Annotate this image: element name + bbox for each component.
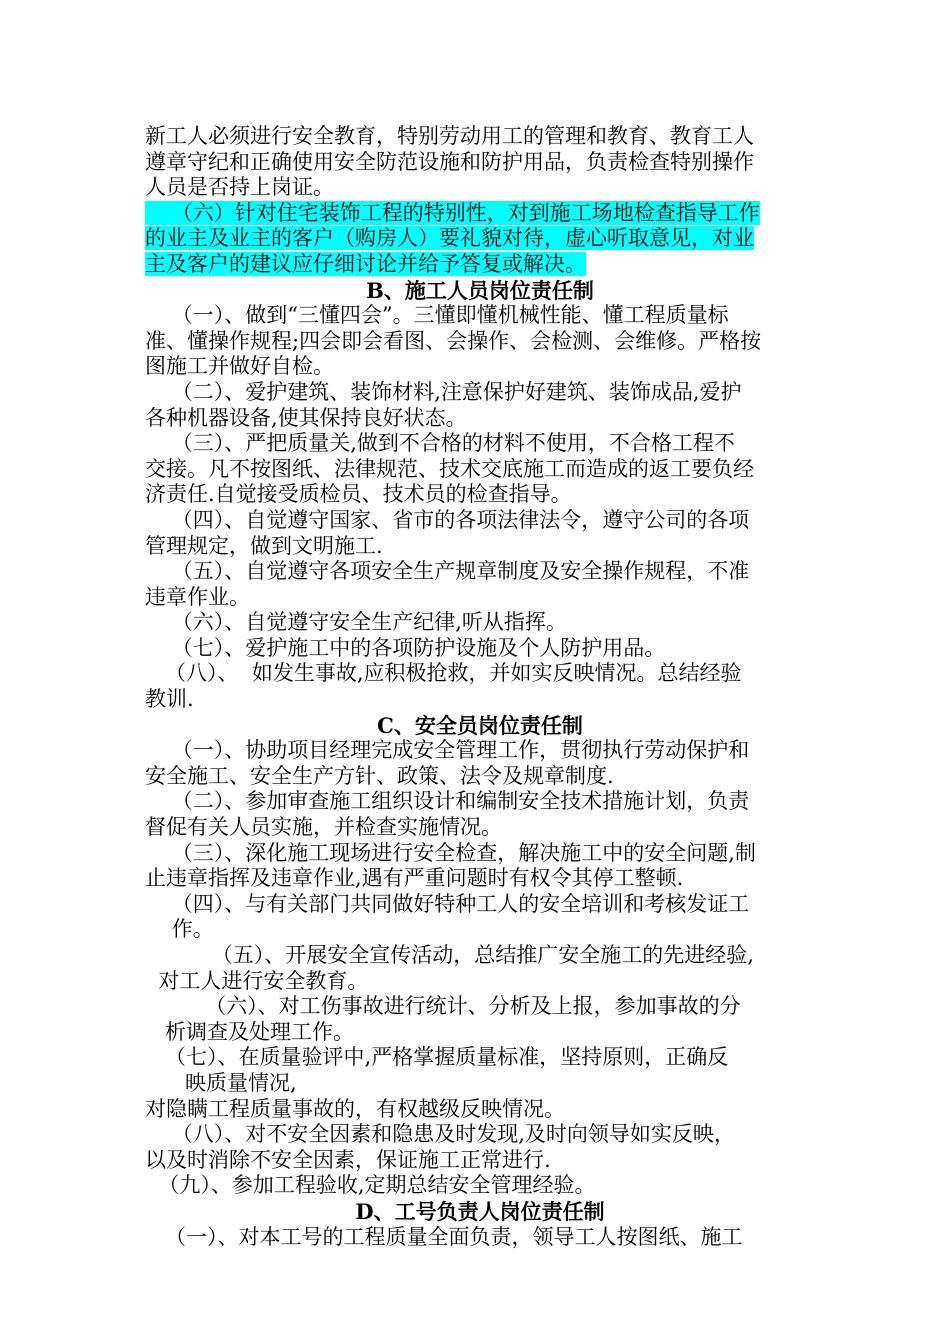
text-line: 对隐瞒工程质量事故的，有权越级反映情况。 — [145, 1096, 565, 1121]
text-line: 止违章指挥及违章作业,遇有严重问题时有权令其停工整顿. — [145, 866, 684, 891]
text-line: 违章作业。 — [145, 584, 250, 609]
text-line: （四）、自觉遵守国家、省市的各项法律法令，遵守公司的各项 — [145, 507, 750, 532]
text-line: 督促有关人员实施，并检查实施情况。 — [145, 815, 502, 840]
section-d-body — [145, 1225, 815, 1251]
text-line: （五）、开展安全宣传活动，总结推广安全施工的先进经验, — [145, 943, 754, 967]
text-line: （七）、在质量验评中,严格掌握质量标准，坚持原则，正确反 — [145, 1045, 729, 1070]
highlighted-paragraph — [145, 201, 815, 278]
text-line: （一）、做到“三懂四会”。三懂即懂机械性能、懂工程质量标 — [145, 303, 729, 328]
text-line: 对工人进行安全教育。 — [145, 968, 369, 993]
text-line: （九）、参加工程验收,定期总结安全管理经验。 — [145, 1173, 596, 1198]
section-b-heading: B、施工人员岗位责任制 — [366, 277, 594, 303]
section-d-heading: D、工号负责人岗位责任制 — [355, 1198, 605, 1224]
document-body — [145, 124, 815, 1250]
text-line: （五）、自觉遵守各项安全生产规章制度及安全操作规程，不准 — [145, 559, 750, 584]
text-line: （四）、与有关部门共同做好特种工人的安全培训和考核发证工 — [145, 891, 750, 916]
text-line: （七）、爱护施工中的各项防护设施及个人防护用品。 — [145, 635, 666, 660]
highlighted-text-line — [145, 201, 815, 227]
text-line: （一）、协助项目经理完成安全管理工作，贯彻执行劳动保护和 — [145, 738, 750, 763]
text-line: （三）、深化施工现场进行安全检查，解决施工中的安全问题,制 — [145, 840, 756, 865]
text-highlight: （六）针对住宅装饰工程的特别性，对到施工场地检查指导工作 — [145, 200, 760, 225]
section-b-body — [145, 303, 815, 713]
text-line: 人员是否持上岗证。 — [145, 175, 334, 200]
text-line: 映质量情况, — [145, 1070, 297, 1095]
highlighted-text-line — [145, 226, 815, 252]
section-c-heading: C、安全员岗位责任制 — [377, 712, 583, 738]
text-line: 析调查及处理工作。 — [145, 1019, 355, 1044]
text-line: 遵章守纪和正确使用安全防范设施和防护用品，负责检查特别操作 — [145, 149, 754, 174]
text-line: （三）、严把质量关,做到不合格的材料不使用，不合格工程不 — [145, 431, 735, 456]
text-line: （一）、对本工号的工程质量全面负责，领导工人按图纸、施工 — [145, 1224, 743, 1249]
text-line: （六）、对工伤事故进行统计、分析及上报，参加事故的分 — [145, 994, 741, 1019]
text-line: 准、懂操作规程;四会即会看图、会操作、会检测、会维修。严格按 — [145, 328, 762, 353]
highlighted-text-line — [145, 252, 815, 278]
section-c-body — [145, 738, 815, 1199]
text-line: 图施工并做好自检。 — [145, 354, 334, 379]
text-line: 作。 — [145, 917, 214, 942]
text-line: 济责任.自觉接受质检员、技术员的检查指导。 — [145, 482, 572, 507]
text-line: 以及时消除不安全因素，保证施工正常进行. — [145, 1147, 551, 1172]
text-highlight: 主及客户的建议应仔细讨论并给予答复或解决。 — [145, 251, 586, 276]
text-line: （二）、参加审查施工组织设计和编制安全技术措施计划，负责 — [145, 789, 750, 814]
text-line: （八）、对不安全因素和隐患及时发现,及时向领导如实反映， — [145, 1122, 735, 1147]
text-line: （六）、自觉遵守安全生产纪律,听从指挥。 — [145, 610, 567, 635]
text-line: 教训. — [145, 687, 194, 712]
text-highlight: 的业主及业主的客户（购房人）要礼貌对待，虚心听取意见，对业 — [145, 226, 754, 251]
text-line: （二）、爱护建筑、装饰材料,注意保护好建筑、装饰成品,爱护 — [145, 379, 742, 404]
text-line: 交接。凡不按图纸、法律规范、技术交底施工而造成的返工要负经 — [145, 456, 754, 481]
text-line: 各种机器设备,使其保持良好状态。 — [145, 405, 467, 430]
text-line: 新工人必须进行安全教育，特别劳动用工的管理和教育、教育工人 — [145, 124, 754, 148]
text-line: 管理规定，做到文明施工. — [145, 533, 383, 558]
text-line: （八）、 如发生事故,应积极抢救，并如实反映情况。总结经验 — [145, 661, 742, 686]
intro-paragraph — [145, 124, 815, 201]
text-line: 安全施工、安全生产方针、政策、法令及规章制度. — [145, 763, 614, 788]
